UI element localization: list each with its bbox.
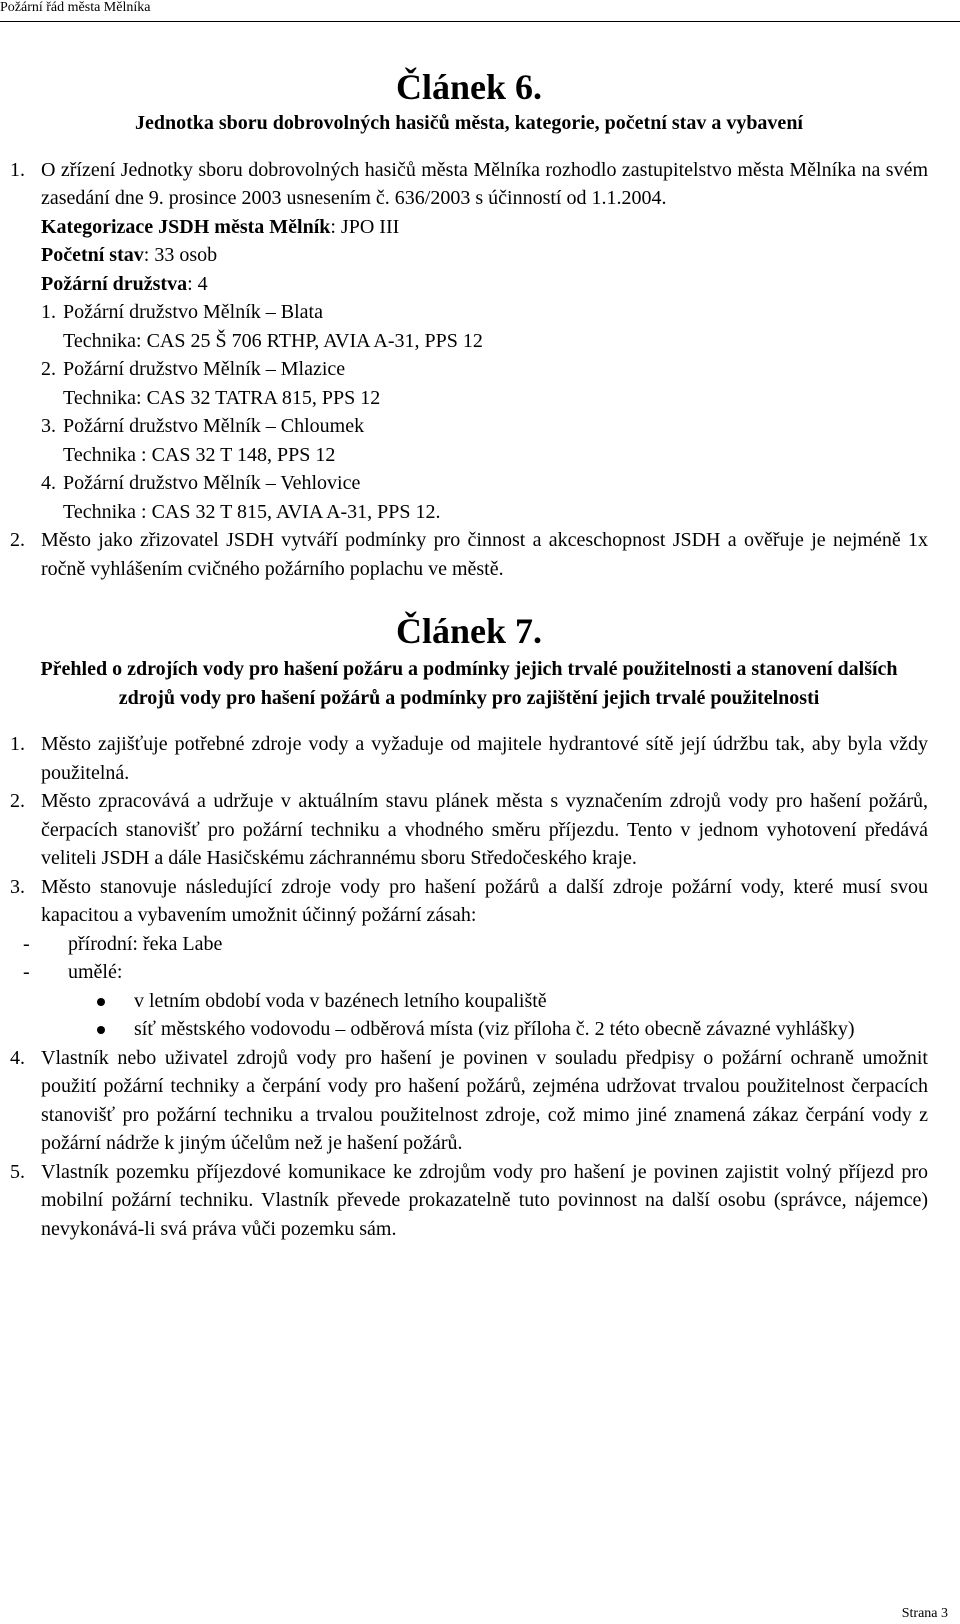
squad-equipment: Technika: CAS 32 TATRA 815, PPS 12 xyxy=(63,386,381,409)
running-header: Požární řád města Mělníka xyxy=(0,0,151,15)
article-7-item-1 xyxy=(10,730,928,787)
bullet-icon xyxy=(97,1026,105,1034)
item-text: Město stanovuje následující zdroje vody pro hašení požárů a další zdroje požární vody, které musí svou kapacitou a vybavením umožnit účinný požární zásah: xyxy=(41,875,928,926)
header-divider xyxy=(0,21,960,22)
item-text: O zřízení Jednotky sboru dobrovolných hasičů města Mělníka rozhodlo zastupitelstvo města Mělníka na svém zasedání dne 9. prosince 2003 usnesením č. 636/2003 s účinností od 1.1.2004. xyxy=(41,158,928,209)
article-7-item-5 xyxy=(10,1158,928,1244)
squad-number: 3. xyxy=(41,415,56,437)
artificial-source xyxy=(10,958,928,987)
squad-number: 1. xyxy=(41,301,56,323)
squad-item xyxy=(10,469,928,526)
item-number: 4. xyxy=(10,1046,25,1069)
item-number: 2. xyxy=(10,790,25,812)
dash-marker: - xyxy=(23,961,30,983)
article-6-heading: Článek 6. xyxy=(395,67,543,107)
spacer xyxy=(10,138,928,156)
squad-number: 2. xyxy=(41,358,56,380)
article-6-item-1 xyxy=(10,156,928,299)
dash-marker: - xyxy=(23,932,30,955)
article-6-item-2 xyxy=(10,526,928,583)
squads-label: Požární družstva xyxy=(41,272,188,295)
count-line xyxy=(41,241,928,270)
count-label: Početní stav xyxy=(41,244,144,266)
bullet-text: síť městského vodovodu – odběrová místa (viz příloha č. 2 této obecně závazné vyhlášky) xyxy=(134,1018,855,1040)
natural-source xyxy=(10,930,928,959)
bullet-icon xyxy=(97,998,105,1006)
squad-item xyxy=(10,412,928,469)
item-text: Město jako zřizovatel JSDH vytváří podmínky pro činnost a akceschopnost JSDH a ověřuje je nejméně 1x ročně vyhlášením cvičného požárního poplachu ve městě. xyxy=(41,529,928,580)
category-value: : JPO III xyxy=(330,215,400,238)
squad-name: Požární družstvo Mělník – Blata xyxy=(63,301,323,323)
article-7-item-3 xyxy=(10,873,928,930)
squads-value: : 4 xyxy=(187,272,208,295)
squad-number: 4. xyxy=(41,472,56,494)
item-number: 3. xyxy=(10,875,25,898)
category-label: Kategorizace JSDH města Mělník xyxy=(41,215,331,238)
bullet-item xyxy=(10,1015,928,1044)
page-number: Strana 3 xyxy=(901,1606,948,1621)
item-number: 5. xyxy=(10,1160,25,1183)
item-text: Vlastník pozemku příjezdové komunikace ke zdrojům vody pro hašení je povinen zajistit volný příjezd pro mobilní požární techniku. Vlastník převede prokazatelně tuto povinnost na další osobu (správce, nájemce) nevykonává-li svá práva vůči pozemku sám. xyxy=(41,1160,928,1240)
squad-name: Požární družstvo Mělník – Mlazice xyxy=(63,358,346,380)
natural-source-text: přírodní: řeka Labe xyxy=(68,932,223,955)
article-7-heading: Článek 7. xyxy=(395,611,543,651)
item-number: 1. xyxy=(10,158,25,181)
category-line xyxy=(41,213,928,242)
item-text: Město zajišťuje potřebné zdroje vody a vyžaduje od majitele hydrantové sítě její údržbu tak, aby byla vždy použitelná. xyxy=(41,733,928,784)
squad-equipment: Technika : CAS 32 T 148, PPS 12 xyxy=(63,443,336,466)
item-number: 2. xyxy=(10,529,25,551)
article-7-item-2 xyxy=(10,787,928,873)
squad-item xyxy=(10,298,928,355)
squad-equipment: Technika: CAS 25 Š 706 RTHP, AVIA A-31, PPS 12 xyxy=(63,329,483,352)
count-value: : 33 osob xyxy=(143,244,218,266)
document-body xyxy=(10,55,928,1243)
article-7-item-4 xyxy=(10,1044,928,1158)
spacer xyxy=(10,712,928,730)
squads-line xyxy=(41,270,928,299)
water-source-list xyxy=(10,930,928,1044)
squad-item xyxy=(10,355,928,412)
bullet-text: v letním období voda v bazénech letního koupaliště xyxy=(134,989,547,1012)
item-text: Vlastník nebo uživatel zdrojů vody pro hašení je povinen v souladu předpisy o požární ochraně umožnit použití požární techniky a čerpání vody pro hašení požárů, zejména udržovat trvalou použitelnost čerpacích stanovišť pro požární techniku a trvalou použitelnost zdroje, což mimo jiné znamená zákaz čerpání vody z požární nádrže k jiným účelům než je hašení požárů. xyxy=(41,1046,928,1154)
item-number: 1. xyxy=(10,733,25,755)
article-6-subtitle: Jednotka sboru dobrovolných hasičů města, kategorie, početní stav a vybavení xyxy=(134,112,803,134)
item-text: Město zpracovává a udržuje v aktuálním stavu plánek města s vyznačením zdrojů vody pro hašení požárů, čerpacích stanovišť pro požární techniku a vhodného směru příjezdu. Tento v jednom vyhotovení předává veliteli JSDH a dále Hasičskému záchrannému sboru Středočeského kraje. xyxy=(41,790,928,869)
article-7-subtitle: Přehled o zdrojích vody pro hašení požáru a podmínky jejich trvalé použitelnosti a stanovení dalších zdrojů vody pro hašení požárů a podmínky pro zajištění jejich trvalé použitelnosti xyxy=(40,658,898,709)
squad-name: Požární družstvo Mělník – Chloumek xyxy=(63,415,365,437)
squad-name: Požární družstvo Mělník – Vehlovice xyxy=(63,472,361,494)
artificial-source-text: umělé: xyxy=(68,961,123,983)
bullet-item xyxy=(10,987,928,1016)
squad-equipment: Technika : CAS 32 T 815, AVIA A-31, PPS 12. xyxy=(63,500,441,523)
